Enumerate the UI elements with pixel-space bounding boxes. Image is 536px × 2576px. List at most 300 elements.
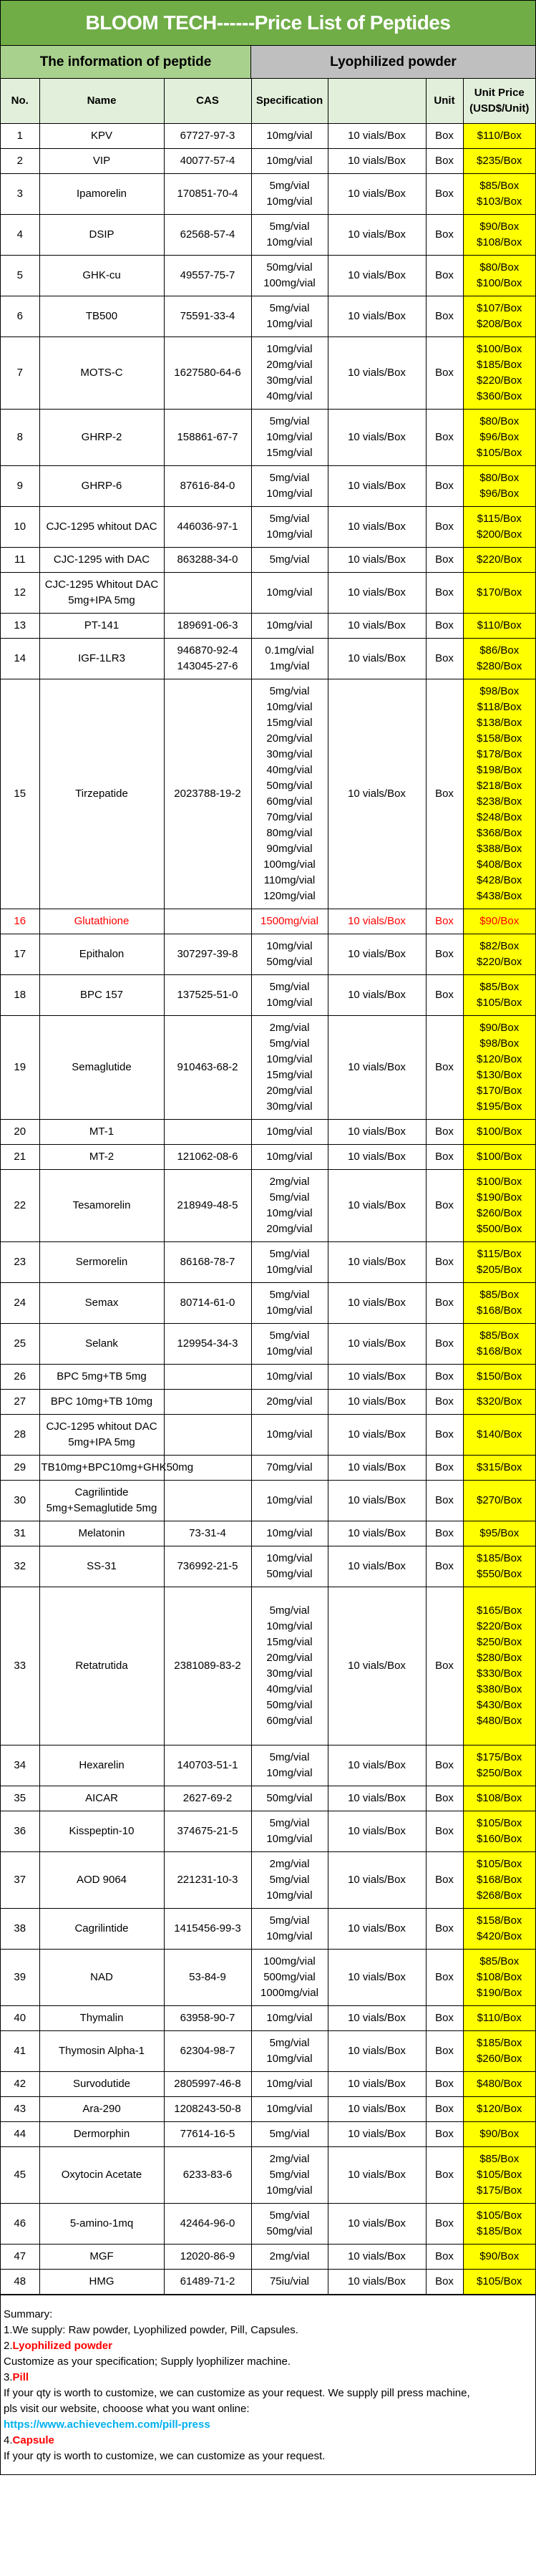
summary-item-2-title [4, 2338, 532, 2354]
table-row [1, 215, 535, 256]
cell-price [463, 507, 535, 548]
cell-price [463, 1390, 535, 1415]
cell-name: Tirzepatide [39, 679, 164, 909]
table-row [1, 256, 535, 296]
table-row [1, 1242, 535, 1283]
price-line: $388/Box [477, 843, 522, 855]
cell-specification [251, 2204, 328, 2245]
spec-line: 20mg/vial [266, 732, 313, 745]
cell-packing: 10 vials/Box [328, 2031, 426, 2072]
cell-price [463, 548, 535, 573]
cell-packing: 10 vials/Box [328, 2245, 426, 2270]
cell-name: BPC 157 [39, 975, 164, 1016]
price-line: $120/Box [477, 1053, 522, 1065]
cell-unit: Box [426, 124, 463, 149]
cell-specification [251, 1481, 328, 1521]
spec-line: 70mg/vial [266, 1461, 313, 1473]
cell-unit: Box [426, 934, 463, 975]
cell-packing: 10 vials/Box [328, 2006, 426, 2031]
cas-line: 137525-51-0 [177, 989, 238, 1001]
cell-price [463, 296, 535, 337]
price-line: $107/Box [477, 302, 522, 314]
cell-unit: Box [426, 337, 463, 410]
cell-unit: Box [426, 1546, 463, 1587]
summary-section [1, 2295, 535, 2474]
cell-cas [164, 548, 251, 573]
cell-packing: 10 vials/Box [328, 1283, 426, 1324]
cell-price [463, 2245, 535, 2270]
spec-line: 10mg/vial [266, 1494, 313, 1506]
spec-line: 10mg/vial [266, 1264, 313, 1276]
price-line: $115/Box [477, 1248, 522, 1260]
cell-specification [251, 1456, 328, 1481]
cell-cas [164, 1481, 251, 1521]
cell-no: 1 [1, 124, 39, 149]
cell-name: PT-141 [39, 614, 164, 639]
price-line: $138/Box [477, 717, 522, 729]
cell-packing: 10 vials/Box [328, 639, 426, 679]
column-no: No. [1, 79, 39, 124]
table-row [1, 1170, 535, 1242]
price-line: $120/Box [477, 2103, 522, 2115]
cell-packing: 10 vials/Box [328, 1852, 426, 1909]
price-line: $250/Box [477, 1636, 522, 1648]
cell-cas [164, 174, 251, 215]
spec-line: 10mg/vial [266, 155, 313, 167]
cell-name: TB500 [39, 296, 164, 337]
price-line: $105/Box [477, 1817, 522, 1829]
cell-name: Tesamorelin [39, 1170, 164, 1242]
spec-line: 5mg/vial [269, 1874, 310, 1886]
cell-no: 7 [1, 337, 39, 410]
cas-line: 77614-16-5 [180, 2128, 235, 2140]
cas-line: 2023788-19-2 [174, 788, 241, 800]
spec-line: 80mg/vial [266, 827, 313, 839]
price-line: $360/Box [477, 390, 522, 402]
cell-specification [251, 1145, 328, 1170]
table-row [1, 1481, 535, 1521]
spec-line: 100mg/vial [263, 277, 316, 289]
table-body [1, 124, 535, 2295]
cell-packing: 10 vials/Box [328, 1950, 426, 2006]
cell-unit: Box [426, 1456, 463, 1481]
price-line: $220/Box [477, 956, 522, 968]
cell-cas [164, 1283, 251, 1324]
cas-line: 736992-21-5 [177, 1560, 238, 1572]
cas-line: 946870-92-4 [177, 644, 238, 657]
spec-line: 110mg/vial [263, 874, 316, 886]
price-line: $238/Box [477, 795, 522, 808]
spec-line: 10mg/vial [266, 130, 313, 142]
spec-line: 60mg/vial [266, 1715, 313, 1727]
cas-line: 63958-90-7 [180, 2012, 235, 2024]
spec-line: 20mg/vial [266, 1085, 313, 1097]
spec-line: 10mg/vial [266, 1620, 313, 1632]
cell-specification [251, 1950, 328, 2006]
price-line: $268/Box [477, 1889, 522, 1902]
table-row [1, 466, 535, 507]
table-row [1, 1365, 535, 1390]
cell-cas [164, 124, 251, 149]
table-row [1, 573, 535, 614]
cell-no: 2 [1, 149, 39, 174]
price-line: $428/Box [477, 874, 522, 886]
price-line: $280/Box [477, 660, 522, 672]
table-row [1, 296, 535, 337]
cell-price [463, 1521, 535, 1546]
cell-specification [251, 174, 328, 215]
table-row [1, 2031, 535, 2072]
cell-packing: 10 vials/Box [328, 679, 426, 909]
spec-line: 15mg/vial [266, 1069, 313, 1081]
table-row [1, 1745, 535, 1786]
cell-name: KPV [39, 124, 164, 149]
cell-packing: 10 vials/Box [328, 1145, 426, 1170]
cell-packing: 10 vials/Box [328, 909, 426, 934]
price-line: $118/Box [477, 701, 522, 713]
cell-no: 38 [1, 1909, 39, 1950]
price-line: $158/Box [477, 732, 522, 745]
cell-no: 34 [1, 1745, 39, 1786]
cell-price [463, 1145, 535, 1170]
cell-cas [164, 2204, 251, 2245]
price-line: $96/Box [479, 431, 520, 443]
cell-name: Cagrilintide 5mg+Semaglutide 5mg [39, 1481, 164, 1521]
price-line: $110/Box [477, 2012, 522, 2024]
cas-line: 53-84-9 [189, 1971, 226, 1983]
table-row [1, 2245, 535, 2270]
cell-unit: Box [426, 410, 463, 466]
table-row [1, 149, 535, 174]
cell-cas [164, 1324, 251, 1365]
cell-packing: 10 vials/Box [328, 1365, 426, 1390]
price-line: $315/Box [477, 1461, 522, 1473]
cas-line: 1415456-99-3 [174, 1922, 241, 1935]
cas-line: 80714-61-0 [180, 1297, 235, 1309]
cell-specification [251, 1786, 328, 1811]
cell-name: Selank [39, 1324, 164, 1365]
cell-no: 17 [1, 934, 39, 975]
table-row [1, 2006, 535, 2031]
cell-unit: Box [426, 2270, 463, 2295]
table-row [1, 1546, 535, 1587]
cell-packing: 10 vials/Box [328, 1481, 426, 1521]
spec-line: 5mg/vial [269, 1037, 310, 1050]
spec-line: 40mg/vial [266, 764, 313, 776]
spec-line: 5mg/vial [269, 2037, 310, 2049]
spec-line: 20mg/vial [266, 1652, 313, 1664]
table-row [1, 174, 535, 215]
cas-line: 374675-21-5 [177, 1825, 238, 1837]
spec-line: 20mg/vial [266, 1395, 313, 1408]
cell-packing: 10 vials/Box [328, 1786, 426, 1811]
cell-packing: 10 vials/Box [328, 1016, 426, 1120]
cell-name: Semax [39, 1283, 164, 1324]
cell-price [463, 2204, 535, 2245]
cas-line: 2381089-83-2 [174, 1660, 241, 1672]
cell-cas [164, 1365, 251, 1390]
cell-no: 30 [1, 1481, 39, 1521]
price-line: $408/Box [477, 858, 522, 871]
cas-line: 40077-57-4 [180, 155, 235, 167]
price-line: $90/Box [479, 1022, 520, 1034]
spec-line: 2mg/vial [269, 1858, 310, 1870]
spec-line: 10mg/vial [266, 318, 313, 330]
cell-packing: 10 vials/Box [328, 975, 426, 1016]
price-line: $480/Box [477, 1715, 522, 1727]
cell-name: BPC 5mg+TB 5mg [39, 1365, 164, 1390]
price-line: $96/Box [479, 488, 520, 500]
cell-name: NAD [39, 1950, 164, 2006]
price-line: $105/Box [477, 2209, 522, 2222]
cell-name: GHK-cu [39, 256, 164, 296]
table-row [1, 679, 535, 909]
cell-cas [164, 2097, 251, 2122]
spec-line: 10mg/vial [266, 528, 313, 541]
cell-unit: Box [426, 256, 463, 296]
cell-name: Thymalin [39, 2006, 164, 2031]
price-line: $90/Box [479, 221, 520, 233]
cell-specification [251, 1324, 328, 1365]
cell-cas [164, 2147, 251, 2204]
spec-line: 10mg/vial [266, 431, 313, 443]
price-line: $80/Box [479, 415, 520, 427]
price-line: $86/Box [479, 644, 520, 657]
cell-unit: Box [426, 1324, 463, 1365]
cell-cas [164, 975, 251, 1016]
cell-name: MT-2 [39, 1145, 164, 1170]
price-line: $208/Box [477, 318, 522, 330]
summary-item-4-text: If your qty is worth to customize, we can customize as your request. [4, 2450, 326, 2462]
spec-line: 10mg/vial [266, 1552, 313, 1564]
price-line: $98/Box [479, 1037, 520, 1050]
spec-line: 10mg/vial [266, 1207, 313, 1219]
cell-name: CJC-1295 with DAC [39, 548, 164, 573]
cell-no: 20 [1, 1120, 39, 1145]
price-line: $200/Box [477, 528, 522, 541]
spec-line: 10mg/vial [266, 236, 313, 248]
cell-specification [251, 256, 328, 296]
cell-unit: Box [426, 1120, 463, 1145]
cell-unit: Box [426, 614, 463, 639]
cell-no: 25 [1, 1324, 39, 1365]
cell-packing: 10 vials/Box [328, 174, 426, 215]
spec-line: 50mg/vial [266, 1699, 313, 1711]
cell-unit: Box [426, 1786, 463, 1811]
price-line: $100/Box [477, 1151, 522, 1163]
cell-name: DSIP [39, 215, 164, 256]
summary-item-4-number: 4. [4, 2434, 13, 2446]
cell-cas [164, 215, 251, 256]
cell-packing: 10 vials/Box [328, 548, 426, 573]
cell-specification [251, 337, 328, 410]
cell-name: 5-amino-1mq [39, 2204, 164, 2245]
cas-line: 221231-10-3 [177, 1874, 238, 1886]
spec-line: 15mg/vial [266, 1636, 313, 1648]
cell-name: Melatonin [39, 1521, 164, 1546]
cell-unit: Box [426, 639, 463, 679]
table-row [1, 410, 535, 466]
cell-price [463, 1365, 535, 1390]
cell-name: CJC-1295 Whitout DAC 5mg+IPA 5mg [39, 573, 164, 614]
cell-specification [251, 466, 328, 507]
cell-no: 8 [1, 410, 39, 466]
price-line: $108/Box [477, 236, 522, 248]
cell-packing: 10 vials/Box [328, 573, 426, 614]
spec-line: 100mg/vial [263, 858, 316, 871]
cas-line: 143045-27-6 [177, 660, 238, 672]
cell-unit: Box [426, 174, 463, 215]
spec-line: 0.1mg/vial [265, 644, 314, 657]
spec-line: 10mg/vial [266, 1053, 313, 1065]
price-line: $90/Box [479, 2250, 520, 2262]
table-row [1, 124, 535, 149]
cell-price [463, 1120, 535, 1145]
spec-line: 30mg/vial [266, 374, 313, 387]
spec-line: 5mg/vial [269, 2128, 310, 2140]
cell-no: 15 [1, 679, 39, 909]
cell-unit: Box [426, 2097, 463, 2122]
spec-line: 50mg/vial [266, 780, 313, 792]
cell-packing: 10 vials/Box [328, 2122, 426, 2147]
cell-specification [251, 1390, 328, 1415]
cell-cas [164, 1546, 251, 1587]
price-line: $168/Box [477, 1304, 522, 1317]
cell-unit: Box [426, 1811, 463, 1852]
cell-no: 5 [1, 256, 39, 296]
cell-no: 24 [1, 1283, 39, 1324]
cell-unit: Box [426, 679, 463, 909]
cell-price [463, 2147, 535, 2204]
cell-cas [164, 639, 251, 679]
cell-unit: Box [426, 1950, 463, 2006]
table-row [1, 2072, 535, 2097]
cell-packing: 10 vials/Box [328, 215, 426, 256]
cell-cas [164, 296, 251, 337]
spec-line: 2mg/vial [269, 2250, 310, 2262]
cell-price [463, 1324, 535, 1365]
cell-price [463, 1950, 535, 2006]
spec-line: 5mg/vial [269, 1604, 310, 1617]
cell-cas [164, 614, 251, 639]
summary-item-3-number: 3. [4, 2371, 13, 2383]
cell-no: 39 [1, 1950, 39, 2006]
table-row [1, 934, 535, 975]
cell-packing: 10 vials/Box [328, 1324, 426, 1365]
price-line: $105/Box [477, 997, 522, 1009]
cell-price [463, 639, 535, 679]
cell-specification [251, 639, 328, 679]
table-row [1, 1415, 535, 1456]
price-line: $110/Box [477, 619, 522, 631]
cas-line: 140703-51-1 [177, 1759, 238, 1771]
price-line: $320/Box [477, 1395, 522, 1408]
cell-unit: Box [426, 1390, 463, 1415]
price-line: $205/Box [477, 1264, 522, 1276]
cell-specification [251, 614, 328, 639]
cell-no: 44 [1, 2122, 39, 2147]
cell-name: MOTS-C [39, 337, 164, 410]
spec-line: 50mg/vial [266, 956, 313, 968]
summary-item-3-text-2: pls visit our website, chooose what you want online: [4, 2403, 250, 2415]
cell-price [463, 1170, 535, 1242]
spec-line: 10mg/vial [266, 488, 313, 500]
table-row [1, 507, 535, 548]
cell-no: 18 [1, 975, 39, 1016]
price-line: $420/Box [477, 1930, 522, 1942]
spec-line: 10mg/vial [266, 1125, 313, 1138]
cell-cas [164, 256, 251, 296]
price-line: $178/Box [477, 748, 522, 760]
cell-name: Ara-290 [39, 2097, 164, 2122]
cell-price [463, 1811, 535, 1852]
cell-packing: 10 vials/Box [328, 337, 426, 410]
spec-line: 10mg/vial [266, 1889, 313, 1902]
price-line: $100/Box [477, 1125, 522, 1138]
cell-no: 33 [1, 1587, 39, 1745]
cell-unit: Box [426, 2031, 463, 2072]
spec-line: 50mg/vial [266, 1568, 313, 1580]
cell-cas [164, 410, 251, 466]
cell-no: 12 [1, 573, 39, 614]
table-row [1, 1283, 535, 1324]
cell-packing: 10 vials/Box [328, 2072, 426, 2097]
spec-line: 10mg/vial [266, 1527, 313, 1539]
cell-unit: Box [426, 149, 463, 174]
spec-line: 5mg/vial [269, 981, 310, 993]
cell-packing: 10 vials/Box [328, 1811, 426, 1852]
cell-cas [164, 507, 251, 548]
cas-line: 121062-08-6 [177, 1151, 238, 1163]
cell-price [463, 2031, 535, 2072]
cell-name: Ipamorelin [39, 174, 164, 215]
cell-specification [251, 2245, 328, 2270]
cell-name: Thymosin Alpha-1 [39, 2031, 164, 2072]
cell-packing: 10 vials/Box [328, 466, 426, 507]
spec-line: 5mg/vial [269, 221, 310, 233]
cas-line: 42464-96-0 [180, 2217, 235, 2229]
spec-line: 5mg/vial [269, 1330, 310, 1342]
cell-unit: Box [426, 2245, 463, 2270]
cell-packing: 10 vials/Box [328, 2097, 426, 2122]
cell-no: 9 [1, 466, 39, 507]
pill-press-link[interactable]: https://www.achievechem.com/pill-press [4, 2418, 210, 2431]
cell-packing: 10 vials/Box [328, 1909, 426, 1950]
price-line: $170/Box [477, 1085, 522, 1097]
price-line: $248/Box [477, 811, 522, 823]
spec-line: 2mg/vial [269, 2153, 310, 2165]
cell-cas [164, 337, 251, 410]
cell-cas [164, 1016, 251, 1120]
cell-specification [251, 1170, 328, 1242]
price-line: $85/Box [479, 1330, 520, 1342]
column-unit: Unit [426, 79, 463, 124]
cell-specification [251, 2006, 328, 2031]
cell-packing: 10 vials/Box [328, 1456, 426, 1481]
table-row [1, 614, 535, 639]
cell-no: 42 [1, 2072, 39, 2097]
cell-packing: 10 vials/Box [328, 1587, 426, 1745]
price-line: $130/Box [477, 1069, 522, 1081]
cell-cas [164, 1170, 251, 1242]
cell-price [463, 909, 535, 934]
cell-name: MGF [39, 2245, 164, 2270]
cell-no: 11 [1, 548, 39, 573]
cell-name: GHRP-6 [39, 466, 164, 507]
summary-item-3-title [4, 2370, 532, 2386]
price-line: $110/Box [477, 130, 522, 142]
cell-cas [164, 573, 251, 614]
